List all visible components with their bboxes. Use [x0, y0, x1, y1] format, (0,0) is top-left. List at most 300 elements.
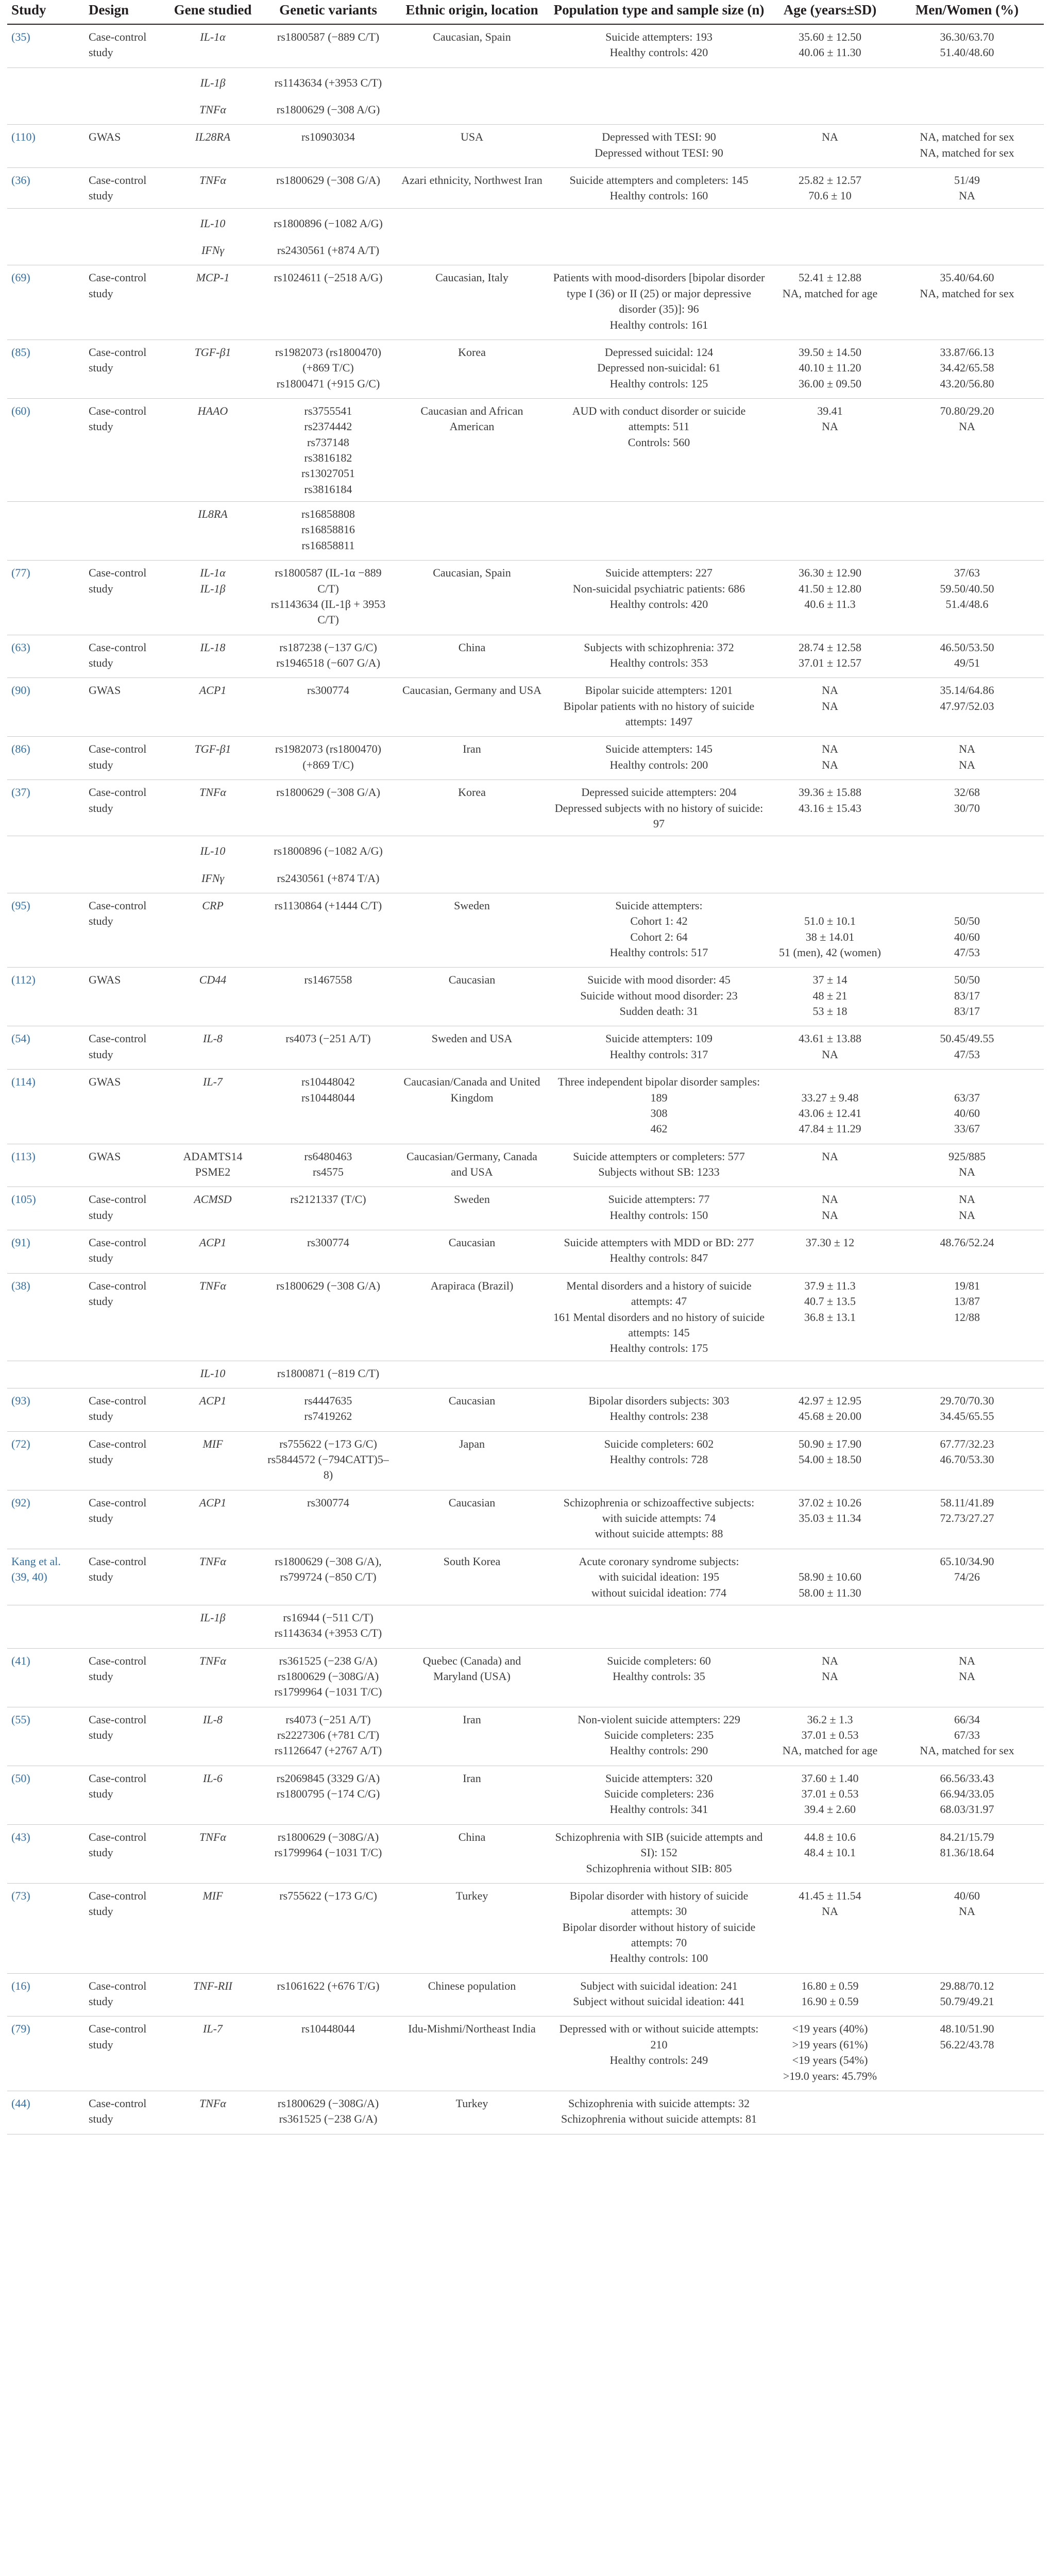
design-line: Case-control study	[89, 30, 147, 59]
table-row	[7, 1388, 1044, 1431]
variants-line: rs13027051	[301, 467, 355, 480]
study-cell[interactable]	[7, 561, 84, 635]
ethnic-line: Arapiraca (Brazil)	[430, 1279, 514, 1292]
variants-line: rs1800629 (−308 A/G)	[276, 103, 380, 116]
population-line	[552, 871, 766, 886]
study-line[interactable]: (77)	[11, 566, 30, 580]
study-line[interactable]: (35)	[11, 30, 30, 43]
age-line: <19 years (54%)	[792, 2054, 868, 2067]
ethnic-line	[400, 1610, 544, 1625]
population-cell	[548, 737, 770, 780]
study-cell[interactable]	[7, 1144, 84, 1187]
study-line[interactable]	[11, 216, 80, 231]
study-line[interactable]: (113)	[11, 1149, 36, 1163]
design-line: Case-control study	[89, 1394, 147, 1423]
population-line: Healthy controls: 728	[609, 1453, 708, 1466]
sex-cell	[890, 836, 1044, 866]
gene-cell	[165, 1144, 261, 1187]
study-line[interactable]: (54)	[11, 1032, 30, 1045]
study-cell[interactable]	[7, 737, 84, 780]
gene-line: TGF-β1	[194, 742, 231, 756]
variants-line: rs300774	[307, 1236, 349, 1249]
design-cell	[84, 502, 165, 561]
study-line[interactable]	[11, 1610, 80, 1625]
age-line: 54.00 ± 18.50	[798, 1453, 862, 1466]
study-line[interactable]	[11, 102, 80, 117]
sex-line: 50/50	[954, 914, 980, 928]
variants-line: rs4575	[313, 1165, 344, 1178]
study-line[interactable]: (44)	[11, 2096, 30, 2110]
age-line: 36.30 ± 12.90	[798, 566, 862, 580]
study-line[interactable]: Kang et al. (39, 40)	[11, 1554, 61, 1584]
study-line[interactable]: (114)	[11, 1075, 36, 1089]
table-row	[7, 340, 1044, 398]
study-line[interactable]: (105)	[11, 1193, 36, 1206]
design-cell	[84, 836, 165, 866]
gene-line: IFNγ	[201, 244, 225, 257]
design-cell	[84, 1648, 165, 1707]
study-line[interactable]	[11, 243, 80, 258]
population-line: Suicide attempters with MDD or BD: 277	[564, 1236, 754, 1249]
gene-cell	[165, 866, 261, 893]
variants-line: rs1143634 (+3953 C/T)	[274, 1626, 382, 1640]
age-cell	[770, 836, 890, 866]
sex-line: NA	[959, 1905, 975, 1918]
ethnic-line	[400, 871, 544, 886]
ethnic-cell	[396, 1883, 548, 1973]
sex-line: 83/17	[954, 1005, 980, 1018]
gene-line: IL-7	[203, 2022, 223, 2036]
gene-line: IL-1α	[200, 566, 226, 580]
design-line: Case-control study	[89, 1236, 147, 1265]
study-cell[interactable]	[7, 1549, 84, 1605]
variants-cell	[261, 1549, 396, 1605]
sex-cell	[890, 168, 1044, 209]
study-cell[interactable]	[7, 1388, 84, 1431]
ethnic-cell	[396, 1824, 548, 1883]
population-cell	[548, 238, 770, 265]
ethnic-line: Korea	[458, 786, 486, 799]
study-line[interactable]: (72)	[11, 1437, 30, 1450]
study-line[interactable]: (90)	[11, 684, 30, 697]
age-cell	[770, 1026, 890, 1070]
variants-line: rs1143634 (IL-1β + 3953 C/T)	[270, 597, 386, 626]
age-cell	[770, 1824, 890, 1883]
age-line: 40.7 ± 13.5	[804, 1295, 856, 1308]
variants-line: rs1800871 (−819 C/T)	[277, 1366, 380, 1380]
population-line: 189	[650, 1091, 668, 1104]
sex-line: 74/26	[954, 1570, 980, 1584]
ethnic-line	[400, 102, 544, 117]
variants-line: rs4447635	[304, 1394, 352, 1407]
col-header-sex: Men/Women (%)	[915, 2, 1019, 18]
study-line[interactable]: (36)	[11, 174, 30, 187]
table-row	[7, 836, 1044, 866]
table-row	[7, 1144, 1044, 1187]
design-cell	[84, 678, 165, 737]
study-line[interactable]: (60)	[11, 404, 30, 417]
study-line[interactable]: (50)	[11, 1771, 30, 1785]
ethnic-cell	[396, 208, 548, 238]
population-line: Depressed suicide attempters: 204	[581, 786, 737, 799]
population-line: Suicide without mood disorder: 23	[580, 989, 738, 1002]
variants-line: rs1800587 (IL-1α −889 C/T)	[275, 566, 382, 595]
variants-cell	[261, 893, 396, 967]
gene-line: TNF-RII	[193, 1979, 232, 1992]
population-line	[552, 102, 766, 117]
age-cell	[770, 866, 890, 893]
studies-table	[7, 0, 1044, 2134]
table-row	[7, 1973, 1044, 2016]
study-cell[interactable]	[7, 2091, 84, 2134]
sex-line	[894, 1610, 1040, 1625]
gene-cell	[165, 1648, 261, 1707]
population-line: Schizophrenia or schizoaffective subjects: with suicide attempts: 74	[563, 1496, 755, 1525]
age-cell	[770, 24, 890, 67]
population-line: Schizophrenia with SIB (suicide attempts and SI): 152	[555, 1830, 763, 1859]
study-line[interactable]	[11, 843, 80, 859]
study-line[interactable]: (79)	[11, 2022, 30, 2036]
sex-line	[894, 102, 1040, 117]
variants-line: rs1982073 (rs1800470) (+869 T/C)	[275, 742, 381, 771]
population-cell	[548, 97, 770, 125]
population-line: without suicidal ideation: 774	[591, 1586, 727, 1599]
table-body	[7, 24, 1044, 2134]
study-cell[interactable]	[7, 780, 84, 836]
design-cell	[84, 1766, 165, 1824]
sex-cell	[890, 1144, 1044, 1187]
sex-line: 13/87	[954, 1295, 980, 1308]
age-line	[774, 1074, 886, 1090]
design-line: Case-control study	[89, 1279, 147, 1308]
variants-cell	[261, 678, 396, 737]
study-line[interactable]	[11, 506, 80, 522]
age-cell	[770, 1431, 890, 1490]
variants-cell	[261, 24, 396, 67]
variants-cell	[261, 1766, 396, 1824]
ethnic-line: Caucasian	[448, 1394, 496, 1407]
variants-line: rs1800629 (−308 G/A)	[276, 1279, 380, 1292]
gene-cell	[165, 2091, 261, 2134]
population-line: Healthy controls: 420	[609, 46, 708, 59]
ethnic-line: Caucasian, Spain	[433, 566, 511, 580]
population-line: Depressed without TESI: 90	[595, 146, 723, 159]
gene-line: IFNγ	[201, 871, 225, 885]
gene-line: TNFα	[199, 2096, 226, 2110]
gene-line: TGF-β1	[194, 345, 231, 359]
study-cell[interactable]	[7, 265, 84, 340]
table-row	[7, 1273, 1044, 1361]
sex-cell	[890, 1388, 1044, 1431]
study-line[interactable]: (85)	[11, 345, 30, 359]
population-line: Healthy controls: 420	[609, 597, 708, 611]
gene-cell	[165, 561, 261, 635]
study-cell[interactable]	[7, 866, 84, 893]
study-cell[interactable]	[7, 168, 84, 209]
age-line: 37.60 ± 1.40	[801, 1771, 859, 1785]
study-cell[interactable]	[7, 1361, 84, 1388]
variants-line: rs1800471 (+915 G/C)	[276, 377, 380, 390]
study-cell[interactable]	[7, 1883, 84, 1973]
age-cell	[770, 968, 890, 1026]
table-row	[7, 168, 1044, 209]
design-cell	[84, 1388, 165, 1431]
study-cell[interactable]	[7, 67, 84, 97]
age-cell	[770, 1388, 890, 1431]
design-line	[89, 843, 161, 859]
gene-line: MCP-1	[196, 271, 230, 284]
sex-cell	[890, 1490, 1044, 1549]
age-cell	[770, 125, 890, 168]
design-cell	[84, 893, 165, 967]
study-line[interactable]: (55)	[11, 1713, 30, 1726]
variants-cell	[261, 968, 396, 1026]
ethnic-line: Azari ethnicity, Northwest Iran	[401, 174, 543, 187]
design-cell	[84, 1026, 165, 1070]
study-cell[interactable]	[7, 1605, 84, 1648]
study-cell[interactable]	[7, 1766, 84, 1824]
sex-line: NA	[959, 1165, 975, 1178]
gene-line: ADAMTS14	[183, 1149, 243, 1163]
variants-line: rs2069845 (3329 G/A)	[276, 1771, 380, 1785]
sex-cell	[890, 1549, 1044, 1605]
variants-line: rs1800896 (−1082 A/G)	[274, 844, 383, 858]
study-cell[interactable]	[7, 836, 84, 866]
age-line: 16.80 ± 0.59	[801, 1979, 859, 1992]
study-cell[interactable]	[7, 1431, 84, 1490]
ethnic-line	[400, 506, 544, 522]
variants-line: rs1946518 (−607 G/A)	[276, 656, 380, 669]
study-cell[interactable]	[7, 1707, 84, 1766]
gene-line: ACP1	[199, 1394, 227, 1407]
gene-line: ACP1	[199, 684, 227, 697]
age-line: 43.06 ± 12.41	[798, 1106, 862, 1120]
ethnic-cell	[396, 1707, 548, 1766]
ethnic-line: Caucasian	[448, 1496, 496, 1509]
ethnic-line: Chinese population	[428, 1979, 516, 1992]
variants-cell	[261, 1026, 396, 1070]
variants-cell	[261, 1388, 396, 1431]
study-cell[interactable]	[7, 1026, 84, 1070]
gene-cell	[165, 780, 261, 836]
study-cell[interactable]	[7, 1490, 84, 1549]
study-line[interactable]: (95)	[11, 899, 30, 912]
study-line[interactable]: (38)	[11, 1279, 30, 1292]
study-cell[interactable]	[7, 24, 84, 67]
age-cell	[770, 97, 890, 125]
study-cell[interactable]	[7, 340, 84, 398]
age-cell	[770, 265, 890, 340]
sex-cell	[890, 678, 1044, 737]
variants-line: rs3816184	[304, 482, 352, 496]
population-cell	[548, 1824, 770, 1883]
age-line: 39.41	[817, 404, 843, 417]
population-cell	[548, 561, 770, 635]
study-cell[interactable]	[7, 97, 84, 125]
ethnic-cell	[396, 502, 548, 561]
age-cell	[770, 737, 890, 780]
study-line[interactable]: (93)	[11, 1394, 30, 1407]
population-line	[552, 506, 766, 522]
design-line: Case-control study	[89, 1771, 147, 1801]
gene-cell	[165, 125, 261, 168]
gene-cell	[165, 893, 261, 967]
study-cell[interactable]	[7, 968, 84, 1026]
population-line: Controls: 560	[628, 435, 690, 449]
study-cell[interactable]	[7, 1648, 84, 1707]
gene-cell	[165, 208, 261, 238]
study-cell[interactable]	[7, 1070, 84, 1144]
sex-line: 29.88/70.12	[940, 1979, 994, 1992]
study-cell[interactable]	[7, 893, 84, 967]
gene-cell	[165, 1549, 261, 1605]
study-line[interactable]: (43)	[11, 1830, 30, 1843]
population-line	[552, 75, 766, 91]
study-line[interactable]	[11, 871, 80, 886]
population-line: Suicide attempters:	[615, 899, 703, 912]
population-line: Suicide attempters: 227	[605, 566, 713, 580]
sex-line	[894, 1074, 1040, 1090]
study-cell[interactable]	[7, 635, 84, 678]
population-cell	[548, 1605, 770, 1648]
design-line: GWAS	[89, 130, 121, 144]
age-line: 41.50 ± 12.80	[798, 582, 862, 595]
design-line: Case-control study	[89, 566, 147, 595]
study-cell[interactable]	[7, 1187, 84, 1230]
population-line: Three independent bipolar disorder samples:	[557, 1075, 760, 1089]
age-line: 28.74 ± 12.58	[798, 640, 862, 654]
gene-cell	[165, 1388, 261, 1431]
table-row	[7, 238, 1044, 265]
ethnic-cell	[396, 1026, 548, 1070]
population-cell	[548, 893, 770, 967]
population-line: Acute coronary syndrome subjects:	[579, 1554, 739, 1568]
study-cell[interactable]	[7, 125, 84, 168]
sex-line: 36.30/63.70	[940, 30, 994, 43]
study-cell[interactable]	[7, 398, 84, 501]
study-cell[interactable]	[7, 1824, 84, 1883]
design-cell	[84, 265, 165, 340]
study-line[interactable]: (69)	[11, 271, 30, 284]
age-line: 37.01 ± 0.53	[801, 1787, 859, 1801]
study-line[interactable]: (112)	[11, 973, 36, 987]
population-cell	[548, 1431, 770, 1490]
sex-cell	[890, 125, 1044, 168]
study-cell[interactable]	[7, 238, 84, 265]
variants-line: rs755622 (−173 G/C)	[279, 1437, 377, 1450]
design-line: Case-control study	[89, 1654, 147, 1683]
study-line[interactable]	[11, 75, 80, 91]
sex-line: 33.87/66.13	[940, 345, 994, 359]
age-line	[774, 243, 886, 258]
gene-cell	[165, 1431, 261, 1490]
gene-line: TNFα	[199, 786, 226, 799]
age-line: 25.82 ± 12.57	[798, 174, 862, 187]
population-line: Bipolar disorder with history of suicide attempts: 30	[569, 1889, 749, 1918]
population-line: Non-violent suicide attempters: 229	[578, 1713, 740, 1726]
age-cell	[770, 168, 890, 209]
gene-cell	[165, 635, 261, 678]
age-line: 40.06 ± 11.30	[799, 46, 861, 59]
table-row	[7, 265, 1044, 340]
population-line: Non-suicidal psychiatric patients: 686	[572, 582, 745, 595]
population-line: Schizophrenia without suicide attempts: 81	[561, 2112, 757, 2126]
study-line[interactable]: (41)	[11, 1654, 30, 1667]
sex-line: 35.40/64.60	[940, 271, 994, 284]
variants-line: rs4073 (−251 A/T)	[285, 1032, 371, 1045]
population-cell	[548, 1648, 770, 1707]
study-cell[interactable]	[7, 1230, 84, 1274]
gene-cell	[165, 737, 261, 780]
study-cell[interactable]	[7, 2016, 84, 2091]
sex-line: 63/37	[954, 1091, 980, 1104]
study-cell[interactable]	[7, 1973, 84, 2016]
study-line[interactable]: (37)	[11, 786, 30, 799]
ethnic-line: South Korea	[443, 1554, 501, 1568]
ethnic-cell	[396, 1230, 548, 1274]
study-cell[interactable]	[7, 1273, 84, 1361]
study-cell[interactable]	[7, 502, 84, 561]
study-line[interactable]: (63)	[11, 640, 30, 654]
study-cell[interactable]	[7, 208, 84, 238]
study-cell[interactable]	[7, 678, 84, 737]
design-line	[89, 1366, 161, 1381]
study-line[interactable]: (110)	[11, 130, 36, 144]
variants-cell	[261, 561, 396, 635]
gene-line: IL-8	[203, 1713, 223, 1726]
ethnic-cell	[396, 67, 548, 97]
study-line[interactable]: (91)	[11, 1236, 30, 1249]
ethnic-cell	[396, 737, 548, 780]
age-cell	[770, 208, 890, 238]
variants-cell	[261, 398, 396, 501]
study-line[interactable]: (86)	[11, 742, 30, 756]
col-header-age: Age (years±SD)	[783, 2, 877, 18]
study-line[interactable]	[11, 1366, 80, 1381]
sex-cell	[890, 737, 1044, 780]
design-line: Case-control study	[89, 786, 147, 815]
design-line: Case-control study	[89, 271, 147, 300]
variants-cell	[261, 1883, 396, 1973]
age-line: 37.02 ± 10.26	[798, 1496, 862, 1509]
population-line: Healthy controls: 517	[609, 946, 708, 959]
sex-line: 83/17	[954, 989, 980, 1002]
population-cell	[548, 1388, 770, 1431]
sex-line: 50/50	[954, 973, 980, 987]
sex-line: 65.10/34.90	[940, 1554, 994, 1568]
population-line	[552, 243, 766, 258]
design-line: Case-control study	[89, 1496, 147, 1525]
variants-cell	[261, 1973, 396, 2016]
sex-cell	[890, 1824, 1044, 1883]
age-cell	[770, 1766, 890, 1824]
sex-cell	[890, 2016, 1044, 2091]
sex-line: 46.70/53.30	[940, 1453, 994, 1466]
ethnic-line: Quebec (Canada) and Maryland (USA)	[422, 1654, 521, 1683]
study-line[interactable]: (73)	[11, 1889, 30, 1902]
population-line: Suicide attempters: 109	[605, 1032, 713, 1045]
ethnic-cell	[396, 398, 548, 501]
population-line: Depressed with or without suicide attempts: 210	[559, 2022, 759, 2051]
design-cell	[84, 1187, 165, 1230]
sex-line: 34.45/65.55	[940, 1410, 994, 1423]
variants-line: rs1024611 (−2518 A/G)	[274, 271, 383, 284]
age-line: >19.0 years: 45.79%	[783, 2069, 877, 2082]
variants-line: rs10448044	[301, 2022, 355, 2036]
population-cell	[548, 968, 770, 1026]
study-line[interactable]: (16)	[11, 1979, 30, 1992]
study-line[interactable]: (92)	[11, 1496, 30, 1509]
